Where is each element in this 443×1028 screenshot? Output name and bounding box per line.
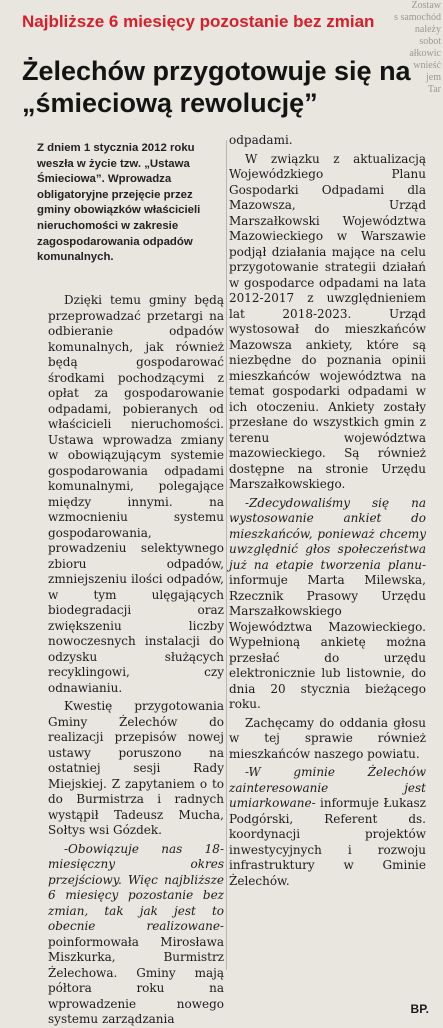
- paragraph: Dzięki temu gminy będą przeprowadzać przetargi na odbieranie odpadów komunalnych, jak również będą gospodarować środkami pochodzącymi z opłat za gospodarowanie odpadami, pobieranych od właścicieli nieruchomości. Ustawa wprowadza zmiany w obowiązującym systemie gospodarowania odpadami komunalnymi, polegające między innymi. na wzmocnieniu systemu gospodarowania, prowadzeniu selektywnego zbioru odpadów, zmniejszeniu ilości odpadów, w tym ulęgających biodegradacji oraz zwiększeniu liczby nowoczesnych instalacji do odzysku służących recyklingowi, czy odnawianiu.: [48, 293, 224, 695]
- paragraph-continuation: odpadami.: [229, 133, 293, 147]
- article-headline: Żelechów przygotowuje się na „śmieciową rewolucję”: [22, 56, 411, 118]
- attribution: poinformowała Mirosława Miszkurka, Burmistrz Żelechowa. Gminy mają półtora roku na wprowadzenie nowego systemu zarządzania: [48, 934, 224, 1026]
- fragment-line: wnieść: [413, 60, 441, 71]
- paragraph: W związku z aktualizacją Wojewódzkiego Planu Gospodarki Odpadami dla Mazowsza, Urząd Marszałkowski Województwa Mazowieckiego w Warszawie podjął działania mające na celu przygotowanie strategii działań w gospodarce odpadami na lata 2012-2017 z uwzględnieniem lat 2018-2023. Urząd wystosował do mieszkańców Mazowsza ankiety, które są niezbędne do poznania opinii mieszkańców województwa na temat gospodarki odpadami w ich otoczeniu. Ankiety zostały przesłane do wszystkich gmin z terenu województwa mazowieckiego. Są również dostępne na stronie Urzędu Marszałkowskiego.: [229, 151, 426, 491]
- fragment-line: jem: [426, 72, 441, 83]
- right-text-column: [229, 133, 426, 983]
- paragraph: [229, 496, 426, 713]
- fragment-line: Zostaw: [411, 0, 441, 11]
- left-text-column: [48, 293, 224, 1026]
- kicker-subheadline: Najbliższe 6 miesięcy pozostanie bez zmian: [22, 12, 375, 31]
- column-divider: [226, 140, 227, 970]
- article-lead: Z dniem 1 stycznia 2012 roku weszła w życie tzw. „Ustawa Śmieciowa”. Wprowadza obligatoryjne przejęcie przez gminy obowiązków właścicieli nieruchomości w zakresie zagospodarowania odpadów komunalnych.: [37, 142, 201, 264]
- attribution: informuje Łukasz Podgórski, Referent ds. koordynacji projektów inwestycyjnych i rozwoju infrastruktury w Gminie Żelechów.: [229, 796, 426, 888]
- fragment-line: s samochód: [394, 12, 441, 23]
- paragraph: [48, 842, 224, 1028]
- author-signature: BP.: [410, 1002, 429, 1016]
- quote: -W gminie Żelechów zainteresowanie jest umiarkowane-: [229, 765, 426, 810]
- quote: -Obowiązuje nas 18-miesięczny okres przejściowy. Więc najbliższe 6 miesięcy pozostanie bez zmian, tak jak jest to obecnie realizowane-: [48, 841, 224, 933]
- fragment-line: należy: [414, 24, 441, 35]
- paragraph: Zachęcamy do oddania głosu w tej sprawie również mieszkańców naszego powiatu.: [229, 715, 426, 761]
- fragment-line: ałkowic: [409, 48, 441, 59]
- fragment-line: Tar: [427, 84, 441, 95]
- quote: -Zdecydowaliśmy się na wystosowanie ankiet do mieszkańców, ponieważ chcemy uwzględnić głos społeczeństwa już na etapie tworzenia planu-: [229, 495, 426, 572]
- paragraph: [229, 765, 426, 889]
- attribution: informuje Marta Milewska, Rzecznik Prasowy Urzędu Marszałkowskiego Województwa Mazowieckiego. Wypełnioną ankietę można przesłać do urzędu elektronicznie lub listownie, do dnia 20 stycznia bieżącego roku.: [229, 573, 426, 711]
- paragraph: Kwestię przygotowania Gminy Żelechów do realizacji przepisów nowej ustawy poruszono na ostatniej sesji Rady Miejskiej. Z zapytaniem o to do Burmistrza i radnych wystąpił Tadeusz Mucha, Sołtys wsi Gózdek.: [48, 699, 224, 837]
- fragment-line: sobot: [419, 36, 441, 47]
